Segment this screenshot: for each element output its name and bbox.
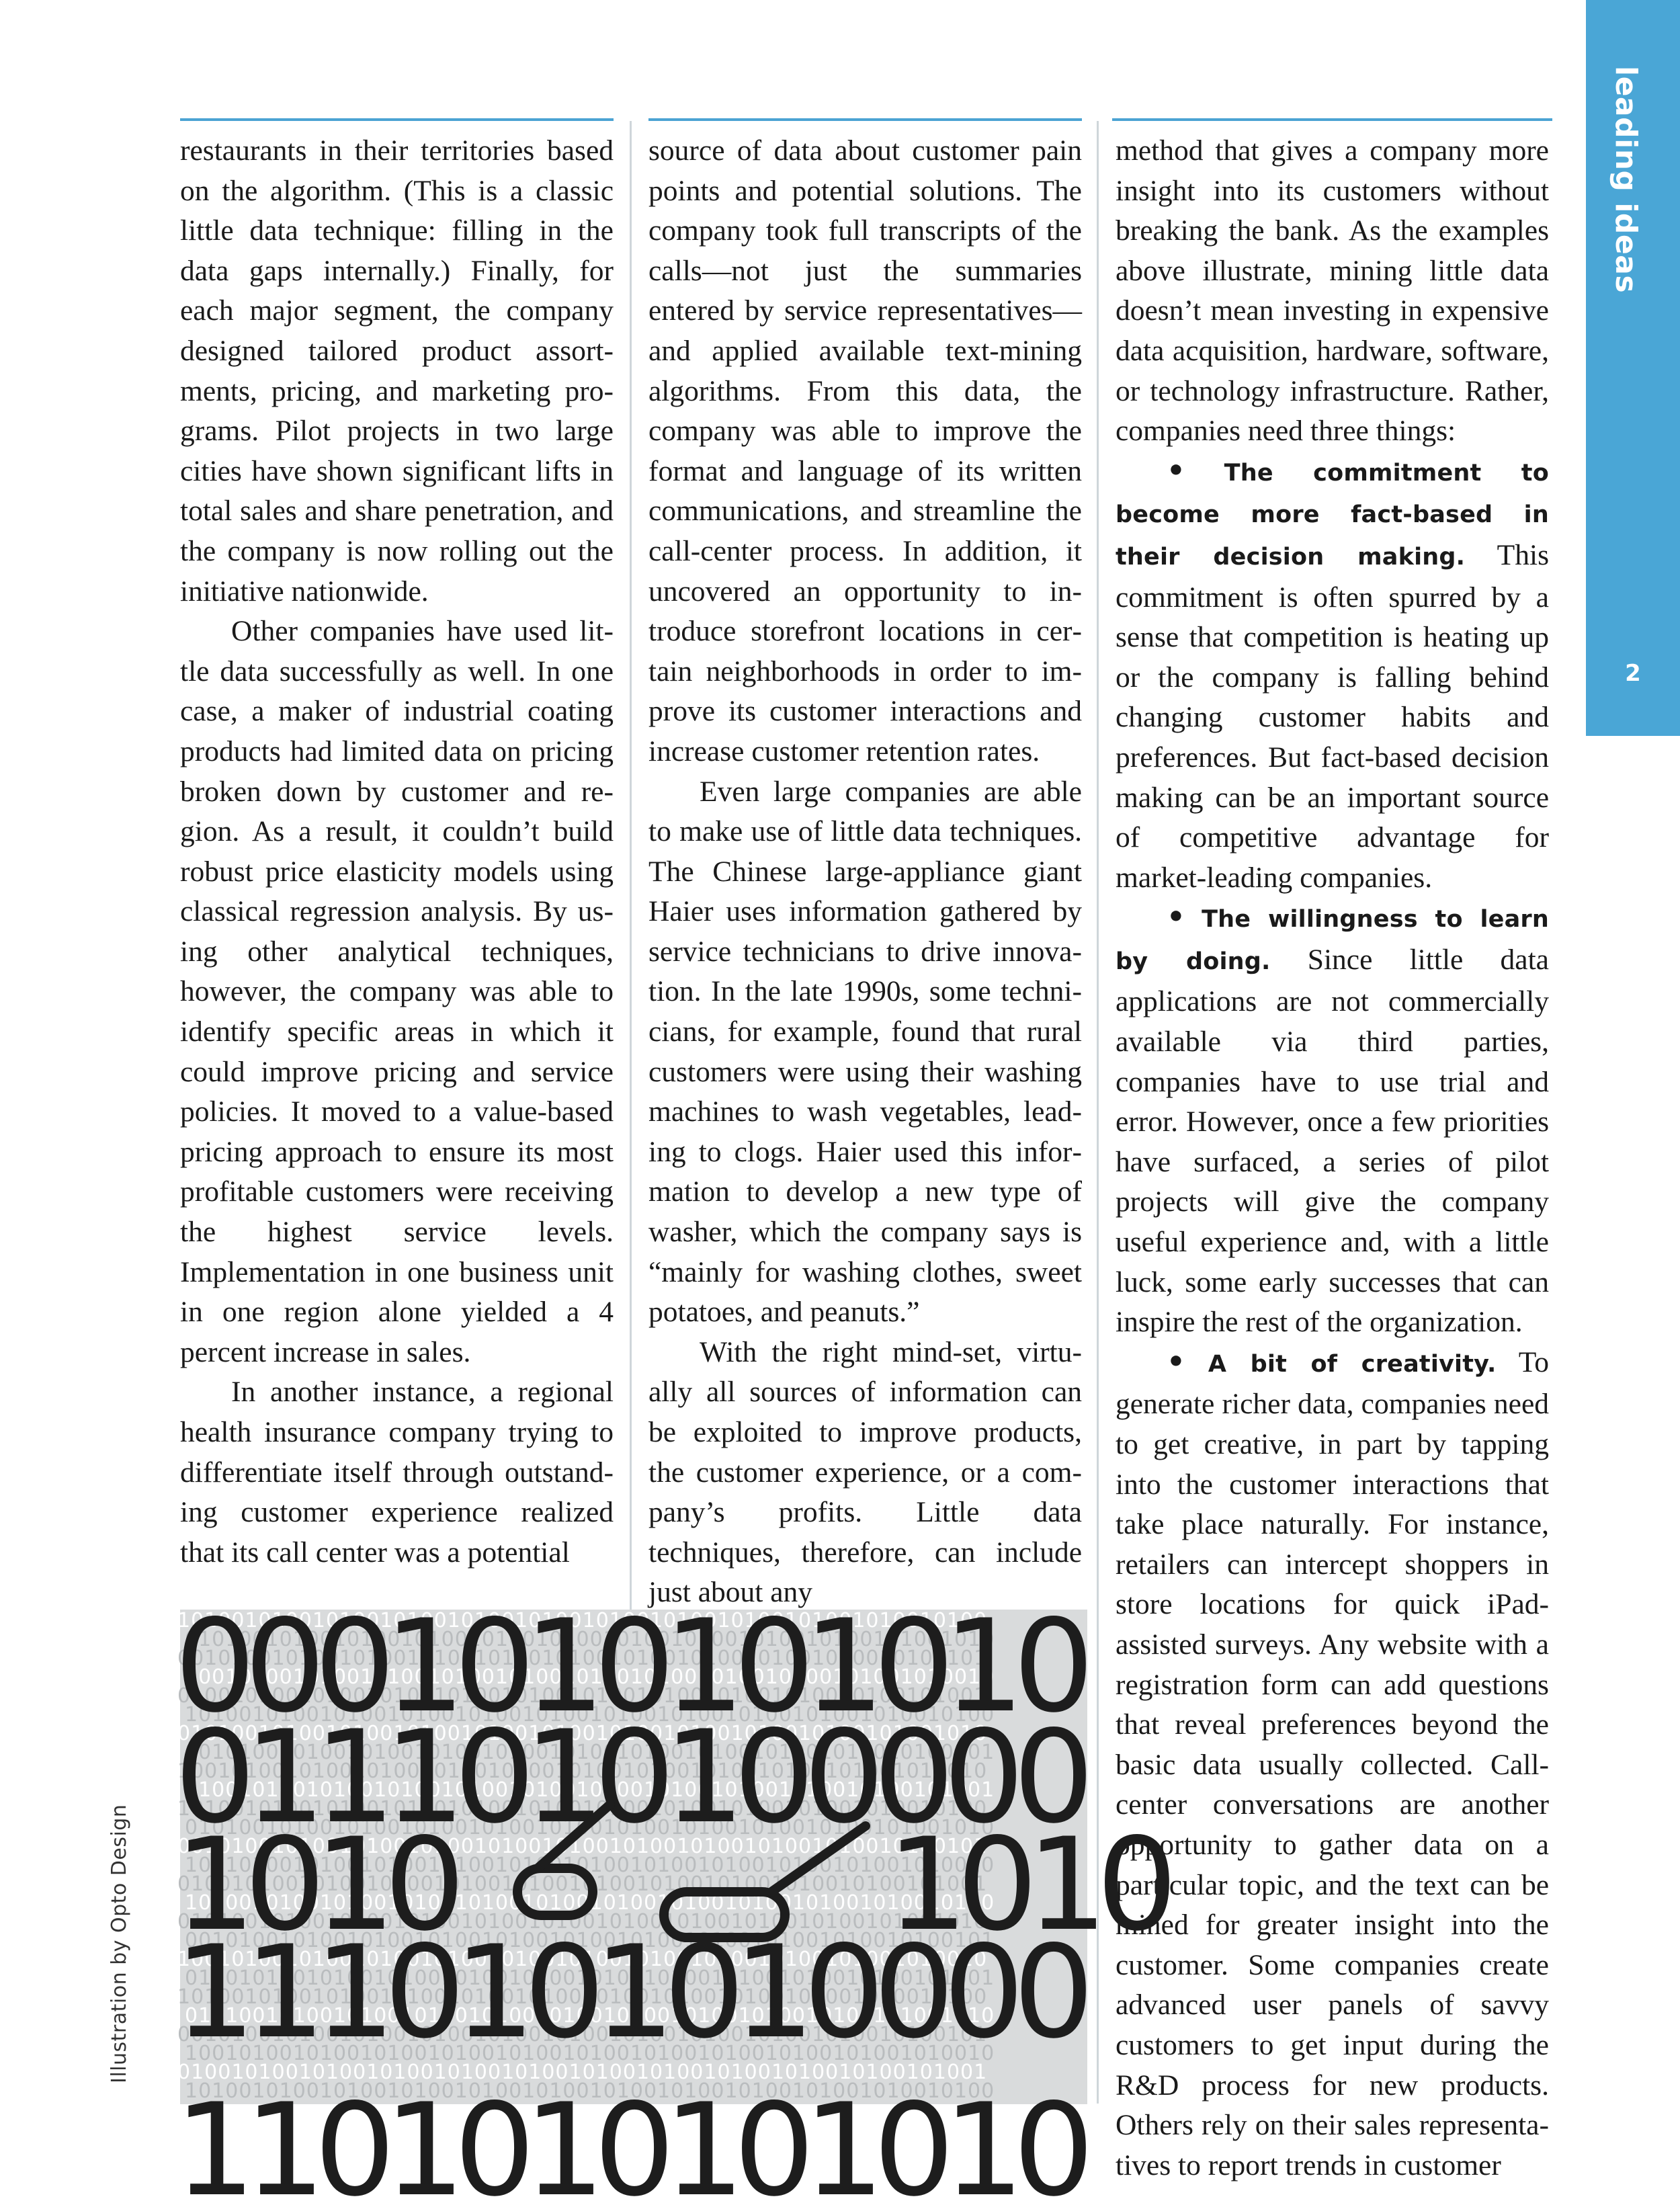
binary-illustration xyxy=(174,1592,1178,2205)
background-digit-row: 001010010100101001010010100101001010010100101001010010100101 xyxy=(185,1741,995,1764)
binary-digit: 1 xyxy=(523,1703,605,1852)
binary-digit: 1 xyxy=(943,2076,1025,2205)
binary-digit: 0 xyxy=(873,1592,955,1741)
binary-digit: 0 xyxy=(593,1703,675,1852)
page-number: 2 xyxy=(1625,660,1641,687)
background-digit-row: 100101001010010100101001010010100101001010010100101001010010 xyxy=(185,2042,995,2065)
paragraph: restaurants in their territories based on the algorithm. (This is a classic little data technique: filling in the data gaps internally.) Finally, for each major segment, the company designed tailored product assortments, pricing, and marketing programs. Pilot projects in two large cities have shown significant lifts in total sales and share penetration, and the company is now rolling out the initiative nationwide. xyxy=(180,134,614,608)
binary-digit: 1 xyxy=(523,2076,605,2205)
binary-digit: 1 xyxy=(174,2076,256,2205)
text-column-1 xyxy=(180,131,614,1573)
bullet-item xyxy=(1116,898,1549,1343)
section-tab xyxy=(1586,0,1680,736)
binary-digit: 1 xyxy=(244,1703,326,1852)
binary-digit: 0 xyxy=(1013,2076,1095,2205)
binary-digit: 1 xyxy=(663,1703,745,1852)
paragraph: method that gives a company more insight into its customers without breaking the bank. As the examples above illustrate, mining little data doesn’t mean investing in expensive data acquisition, hardware, software, or technology infrastructure. Rather, companies need three things: xyxy=(1116,134,1549,448)
bullet-text: Since little data applications are not commercially available via third parties, companies have to use trial and error. However, once a few priorities have surfaced, a series of pilot projects will give the company useful experience and, with a little luck, some early successes that can inspire the rest of the organization. xyxy=(1116,943,1549,1339)
binary-digit: 1 xyxy=(454,1918,536,2067)
background-digit-row: 101001010010100101001010010100101001010010100101001010010100 xyxy=(177,1985,988,2009)
binary-digit: 0 xyxy=(873,1918,955,2067)
background-digit-row: 101001010010100101001010010100101001010010100101001010010100 xyxy=(185,1891,995,1915)
bullet-item xyxy=(1116,452,1549,899)
bullet-icon: • xyxy=(1167,901,1185,935)
background-digit-row: 010100101001010010100101001010010100101001010010100101001010 xyxy=(185,2004,995,2028)
top-rule-col2 xyxy=(648,118,1082,121)
binary-digit: 1 xyxy=(244,2076,326,2205)
top-rule-col1 xyxy=(180,118,614,121)
binary-digit: 1 xyxy=(314,1703,396,1852)
bullet-item xyxy=(1116,1343,1549,2186)
binary-digit: 0 xyxy=(1013,1918,1095,2067)
binary-digit: 1 xyxy=(663,2076,745,2205)
background-digit-row: 101001010010100101001010010100101001010010100101001010010100 xyxy=(177,1797,988,1821)
binary-digit: 0 xyxy=(663,1918,745,2067)
binary-digit: 1 xyxy=(886,1811,968,1959)
binary-digit: 0 xyxy=(943,1918,1025,2067)
binary-digit: 0 xyxy=(956,1811,1038,1959)
binary-digit: 0 xyxy=(733,2076,815,2205)
background-digit-row: 101001010010100101001010010100101001010010100101001010010100 xyxy=(177,1609,988,1632)
bullet-icon: • xyxy=(1167,454,1185,488)
paragraph: Even large companies are able to make use of little data techniques. The Chinese large-appliance giant Haier uses information gathered by service technicians to drive innovation. In the late 1990s, some technicians, for example, found that rural customers were using their washing machines to wash vegetables, leading to clogs. Haier used this information to develop a new type of washer, which the company says is “mainly for washing clothes, sweet potatoes, and peanuts.” xyxy=(648,775,1082,1329)
binary-digit: 1 xyxy=(384,1703,466,1852)
background-digit-row: 101001010010100101001010010100101001010010100101001010010100 xyxy=(185,1703,995,1726)
binary-digit: 1 xyxy=(733,1918,815,2067)
bullet-lead: The willingness to learn by doing. xyxy=(1116,906,1549,975)
background-digit-row: 010010100101001010010100101001010010100101001010010100101001 xyxy=(177,1684,988,1708)
binary-digit: 0 xyxy=(593,1592,675,1741)
binary-digit: 0 xyxy=(803,1918,885,2067)
bullet-text: To generate richer data, companies need to get creative, in part by tapping into the customer interactions that take place naturally. For instance, retailers can intercept shoppers in store locations for quick iPad-assisted surveys. Any website with a registration form can add questions that reveal preferences beyond the basic data usually collected. Call-center conversations are another opportunity to gather data on a particular topic, and the text can be mined for greater insight into the customer. Some companies create advanced user panels of savvy customers to get input during the R&D process for new products. Others rely on their sales representatives to report trends in customer xyxy=(1116,1345,1549,2181)
binary-digit: 0 xyxy=(384,1918,466,2067)
binary-digit: 0 xyxy=(174,1703,256,1852)
binary-digit: 1 xyxy=(384,2076,466,2205)
binary-digit: 0 xyxy=(244,1811,326,1959)
binary-digit: 1 xyxy=(384,1592,466,1741)
paragraph: source of data about customer pain points and potential solutions. The company took full transcripts of the calls—not just the summaries entered by service representatives—and applied available text-mining algorithms. From this data, the company was able to improve the format and language of its written communications, and streamline the call-center process. In addition, it uncovered an opportunity to introduce storefront locations in certain neighborhoods in order to improve its customer interactions and increase customer retention rates. xyxy=(648,134,1082,767)
paragraph: Other companies have used little data successfully as well. In one case, a maker of industrial coating products had limited data on pricing broken down by customer and region. As a result, it couldn’t build robust price elasticity models using classical regression analysis. By using other analytical techniques, however, the company was able to identify specific areas in which it could improve pricing and service policies. It moved to a value-based pricing approach to ensure its most profitable customers were receiving the highest service levels. Implementation in one business unit in one region alone yielded a 4 percent increase in sales. xyxy=(180,615,614,1368)
background-digit-row: 010100101001010010100101001010010100101001010010100101001010 xyxy=(185,1628,995,1651)
binary-digit: 0 xyxy=(943,1703,1025,1852)
binary-digit: 0 xyxy=(733,1703,815,1852)
binary-digit: 0 xyxy=(384,1811,466,1959)
background-digit-row: 101001010010100101001010010100101001010010100101001010010100 xyxy=(185,2079,995,2103)
bullet-text: This commitment is often spurred by a sense that competition is heating up or the company is falling behind changing customer habits and preferences. But fact-based decision making can be an important source of competitive advantage for market-leading companies. xyxy=(1116,538,1549,894)
binary-digit: 0 xyxy=(314,1592,396,1741)
binary-digit: 0 xyxy=(454,2076,536,2205)
background-digit-row: 001010010100101001010010100101001010010100101001010010100101 xyxy=(177,1647,988,1670)
background-digit-row: 010010100101001010010100101001010010100101001010010100101001 xyxy=(177,1872,988,1896)
binary-digit: 0 xyxy=(1013,1592,1095,1741)
top-rule-col3 xyxy=(1112,118,1552,121)
background-digit-row: 100101001010010100101001010010100101001010010100101001010010 xyxy=(177,1948,988,1971)
paragraph: In another instance, a regional health insurance company trying to differentiate itself through outstanding customer experience realized that its call center was a potential xyxy=(180,1376,614,1569)
binary-digit: 0 xyxy=(244,1592,326,1741)
background-digit-row: 010100101001010010100101001010010100101001010010100101001010 xyxy=(177,1722,988,1745)
binary-digit: 0 xyxy=(523,1918,605,2067)
binary-digit: 0 xyxy=(454,1592,536,1741)
binary-digit: 1 xyxy=(943,1592,1025,1741)
background-digit-row: 001010010100101001010010100101001010010100101001010010100101 xyxy=(185,1929,995,1952)
binary-digit: 1 xyxy=(523,1592,605,1741)
binary-digit: 0 xyxy=(454,1703,536,1852)
background-digit-row: 010010100101001010010100101001010010100101001010010100101001 xyxy=(185,1966,995,1990)
binary-digit: 0 xyxy=(1096,1811,1178,1959)
binary-digit: 1 xyxy=(663,1592,745,1741)
binary-digit: 0 xyxy=(873,2076,955,2205)
bullet-icon: • xyxy=(1167,1345,1185,1379)
binary-digit: 1 xyxy=(593,1918,675,2067)
background-digit-row: 010010100101001010010100101001010010100101001010010100101001 xyxy=(177,2061,988,2084)
paragraph: With the right mind-set, virtually all sources of information can be exploited to improve products, the customer experience, or a company’s profits. Little data techniques, therefore, can include just about any xyxy=(648,1335,1082,1609)
binary-digit: 0 xyxy=(803,1703,885,1852)
text-column-3 xyxy=(1116,131,1549,2186)
bullet-lead: The commitment to become more fact-based in their decision making. xyxy=(1116,459,1549,571)
background-digit-row: 010100101001010010100101001010010100101001010010100101001010 xyxy=(185,1816,995,1839)
background-digit-row: 100101001010010100101001010010100101001010010100101001010010 xyxy=(185,1665,995,1689)
background-digit-row: 001010010100101001010010100101001010010100101001010010100101 xyxy=(177,2023,988,2046)
text-column-2 xyxy=(648,131,1082,1613)
binary-digit: 0 xyxy=(1013,1703,1095,1852)
background-digit-row: 001010010100101001010010100101001010010100101001010010100101 xyxy=(177,1835,988,1858)
binary-digit: 1 xyxy=(803,1592,885,1741)
binary-digit: 0 xyxy=(873,1703,955,1852)
binary-digit: 0 xyxy=(174,1592,256,1741)
binary-digit: 1 xyxy=(244,1918,326,2067)
background-digit-row: 010100101001010010100101001010010100101001010010100101001010 xyxy=(177,1910,988,1933)
illustration-credit: Illustration by Opto Design xyxy=(108,1804,131,2083)
binary-digit: 1 xyxy=(174,1918,256,2067)
binary-illustration-svg xyxy=(174,1592,1178,2205)
section-tab-label: leading ideas xyxy=(1609,66,1643,294)
binary-digit: 0 xyxy=(593,2076,675,2205)
background-digit-row: 100101001010010100101001010010100101001010010100101001010010 xyxy=(177,1759,988,1783)
background-digit-row: 100101001010010100101001010010100101001010010100101001010010 xyxy=(185,1854,995,1877)
bullet-lead: A bit of creativity. xyxy=(1208,1350,1497,1378)
binary-digit: 0 xyxy=(314,2076,396,2205)
binary-digit: 1 xyxy=(174,1811,256,1959)
binary-digit: 1 xyxy=(803,2076,885,2205)
binary-digit: 1 xyxy=(314,1811,396,1959)
binary-digit: 1 xyxy=(1026,1811,1108,1959)
column-divider-2 xyxy=(1097,121,1099,2104)
background-digit-row: 010010100101001010010100101001010010100101001010010100101001 xyxy=(185,1778,995,1802)
binary-digit: 1 xyxy=(314,1918,396,2067)
binary-digit: 0 xyxy=(733,1592,815,1741)
